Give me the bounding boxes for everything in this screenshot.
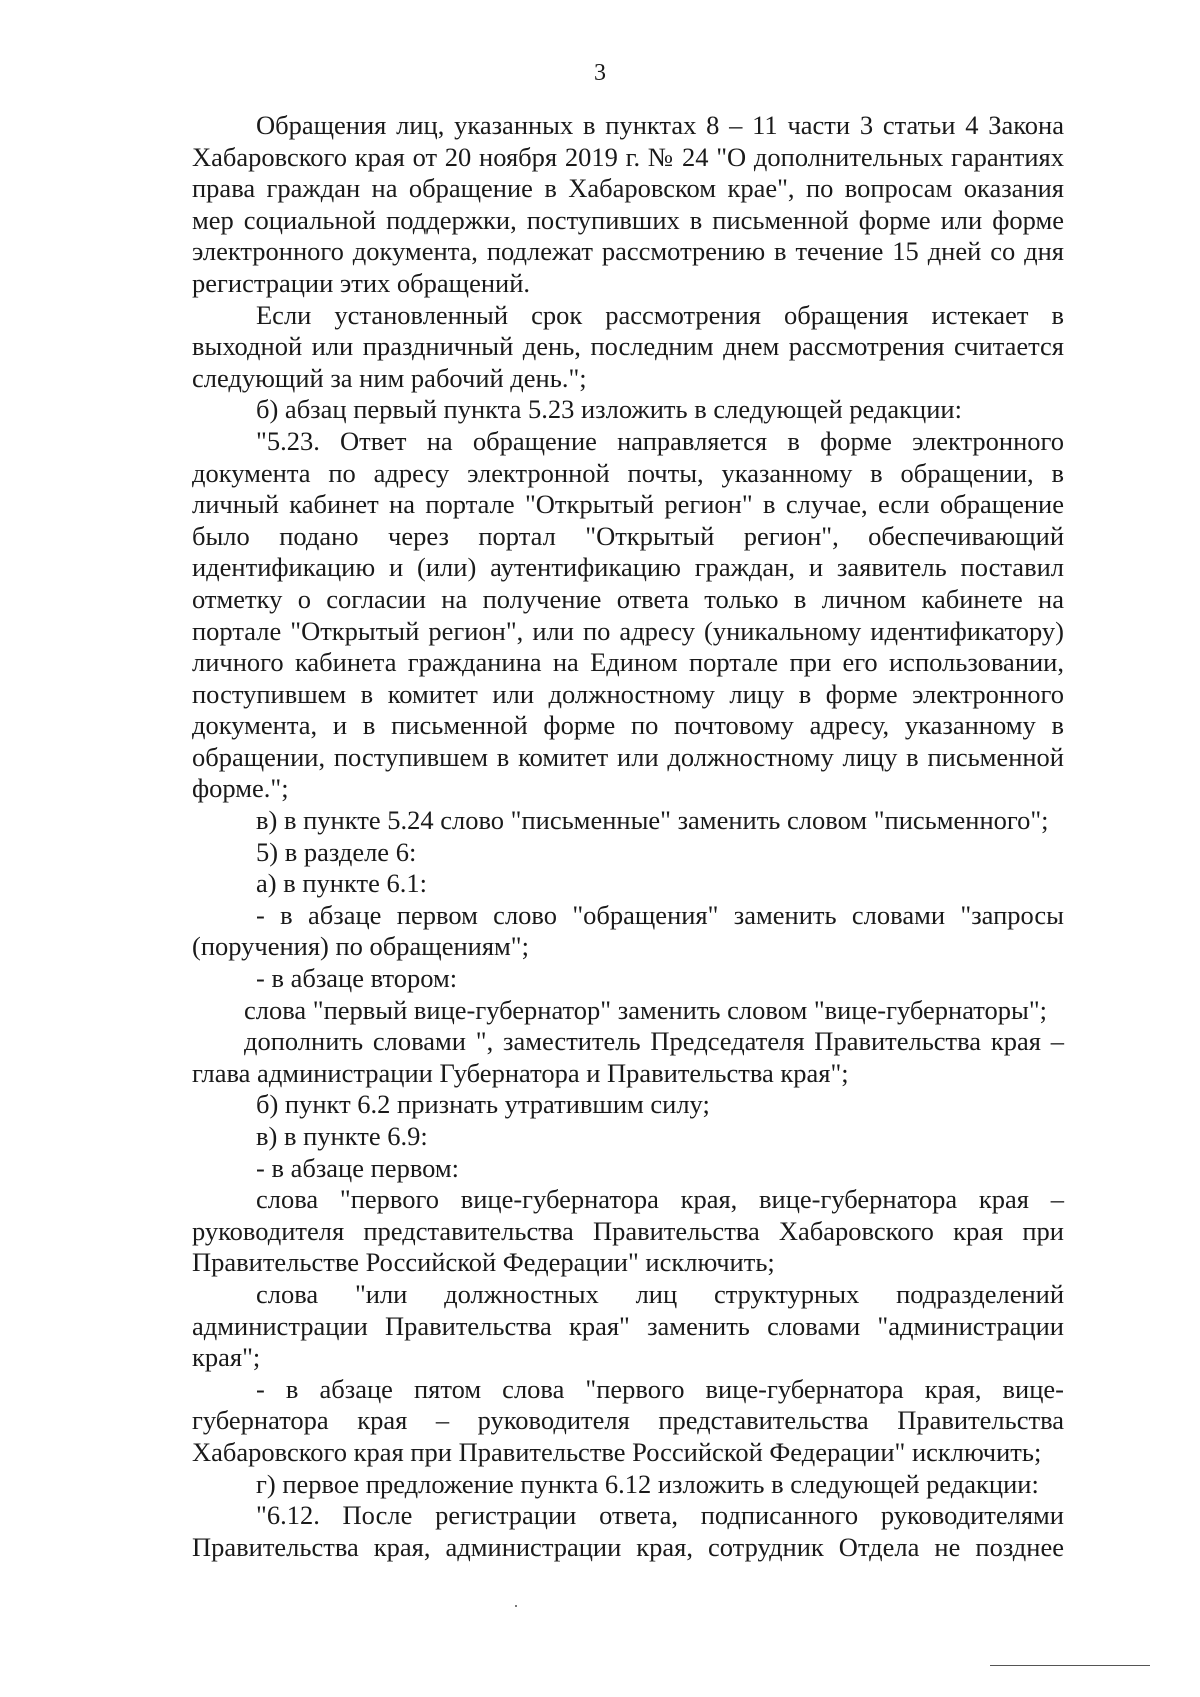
paragraph: слова "первого вице-губернатора края, вице-губернатора края – руководителя представительства Правительства Хабаровского края при Правительстве Российской Федерации" исключить; [192, 1184, 1064, 1278]
scan-speck [515, 1605, 517, 1607]
paragraph: Обращения лиц, указанных в пунктах 8 – 11 части 3 статьи 4 Закона Хабаровского края от 20 ноября 2019 г. № 24 "О дополнительных гарантиях права граждан на обращение в Хабаровском крае", по вопросам оказания мер социальной поддержки, поступивших в письменной форме или форме электронного документа, подлежат рассмотрению в течение 15 дней со дня регистрации этих обращений. [192, 110, 1064, 298]
paragraph: б) абзац первый пункта 5.23 изложить в следующей редакции: [256, 394, 962, 425]
paragraph: дополнить словами ", заместитель Председателя Правительства края – глава администрации Губернатора и Правительства края"; [192, 1026, 1064, 1088]
paragraph: Если установленный срок рассмотрения обращения истекает в выходной или праздничный день, последним днем рассмотрения считается следующий за ним рабочий день."; [192, 299, 1064, 393]
paragraph: слова "или должностных лиц структурных подразделений администрации Правительства края" заменить словами "администрации края"; [192, 1278, 1064, 1373]
page-number: 3 [594, 60, 606, 86]
paragraph: в) в пункте 6.9: [256, 1121, 428, 1151]
paragraph: 5) в разделе 6: [256, 836, 417, 867]
paragraph: а) в пункте 6.1: [256, 868, 427, 899]
paragraph: б) пункт 6.2 признать утратившим силу; [256, 1089, 710, 1120]
document-body [192, 110, 1064, 1563]
paragraph: - в абзаце первом: [256, 1152, 460, 1183]
paragraph: в) в пункте 5.24 слово "письменные" заменить словом "письменного"; [256, 805, 1049, 836]
paragraph: - в абзаце втором: [256, 963, 458, 994]
paragraph: - в абзаце пятом слова "первого вице-губернатора края, вице-губернатора края – руководителя представительства Правительства Хабаровского края при Правительстве Российской Федерации" исключить; [192, 1373, 1064, 1467]
paragraph: - в абзаце первом слово "обращения" заменить словами "запросы (поручения) по обращениям"; [192, 899, 1064, 962]
paragraph: "6.12. После регистрации ответа, подписанного руководителями Правительства края, администрации края, сотрудник Отдела не позднее [192, 1500, 1064, 1562]
footer-rule [990, 1665, 1150, 1666]
paragraph: слова "первый вице-губернатор" заменить словом "вице-губернаторы"; [244, 994, 1048, 1025]
paragraph: "5.23. Ответ на обращение направляется в форме электронного документа по адресу электронной почты, указанному в обращении, в личный кабинет на портале "Открытый регион" в случае, если обращение было подано через портал "Открытый регион", обеспечивающий идентификацию и (или) аутентификацию граждан, и заявитель поставил отметку о согласии на получение ответа только в личном кабинете на портале "Открытый регион", или по адресу (уникальному идентификатору) личного кабинета гражданина на Едином портале при его использовании, поступившем в комитет или должностному лицу в форме электронного документа, и в письменной форме по почтовому адресу, указанному в обращении, поступившем в комитет или должностному лицу в письменной форме."; [192, 425, 1064, 804]
paragraph: г) первое предложение пункта 6.12 изложить в следующей редакции: [256, 1468, 1039, 1499]
